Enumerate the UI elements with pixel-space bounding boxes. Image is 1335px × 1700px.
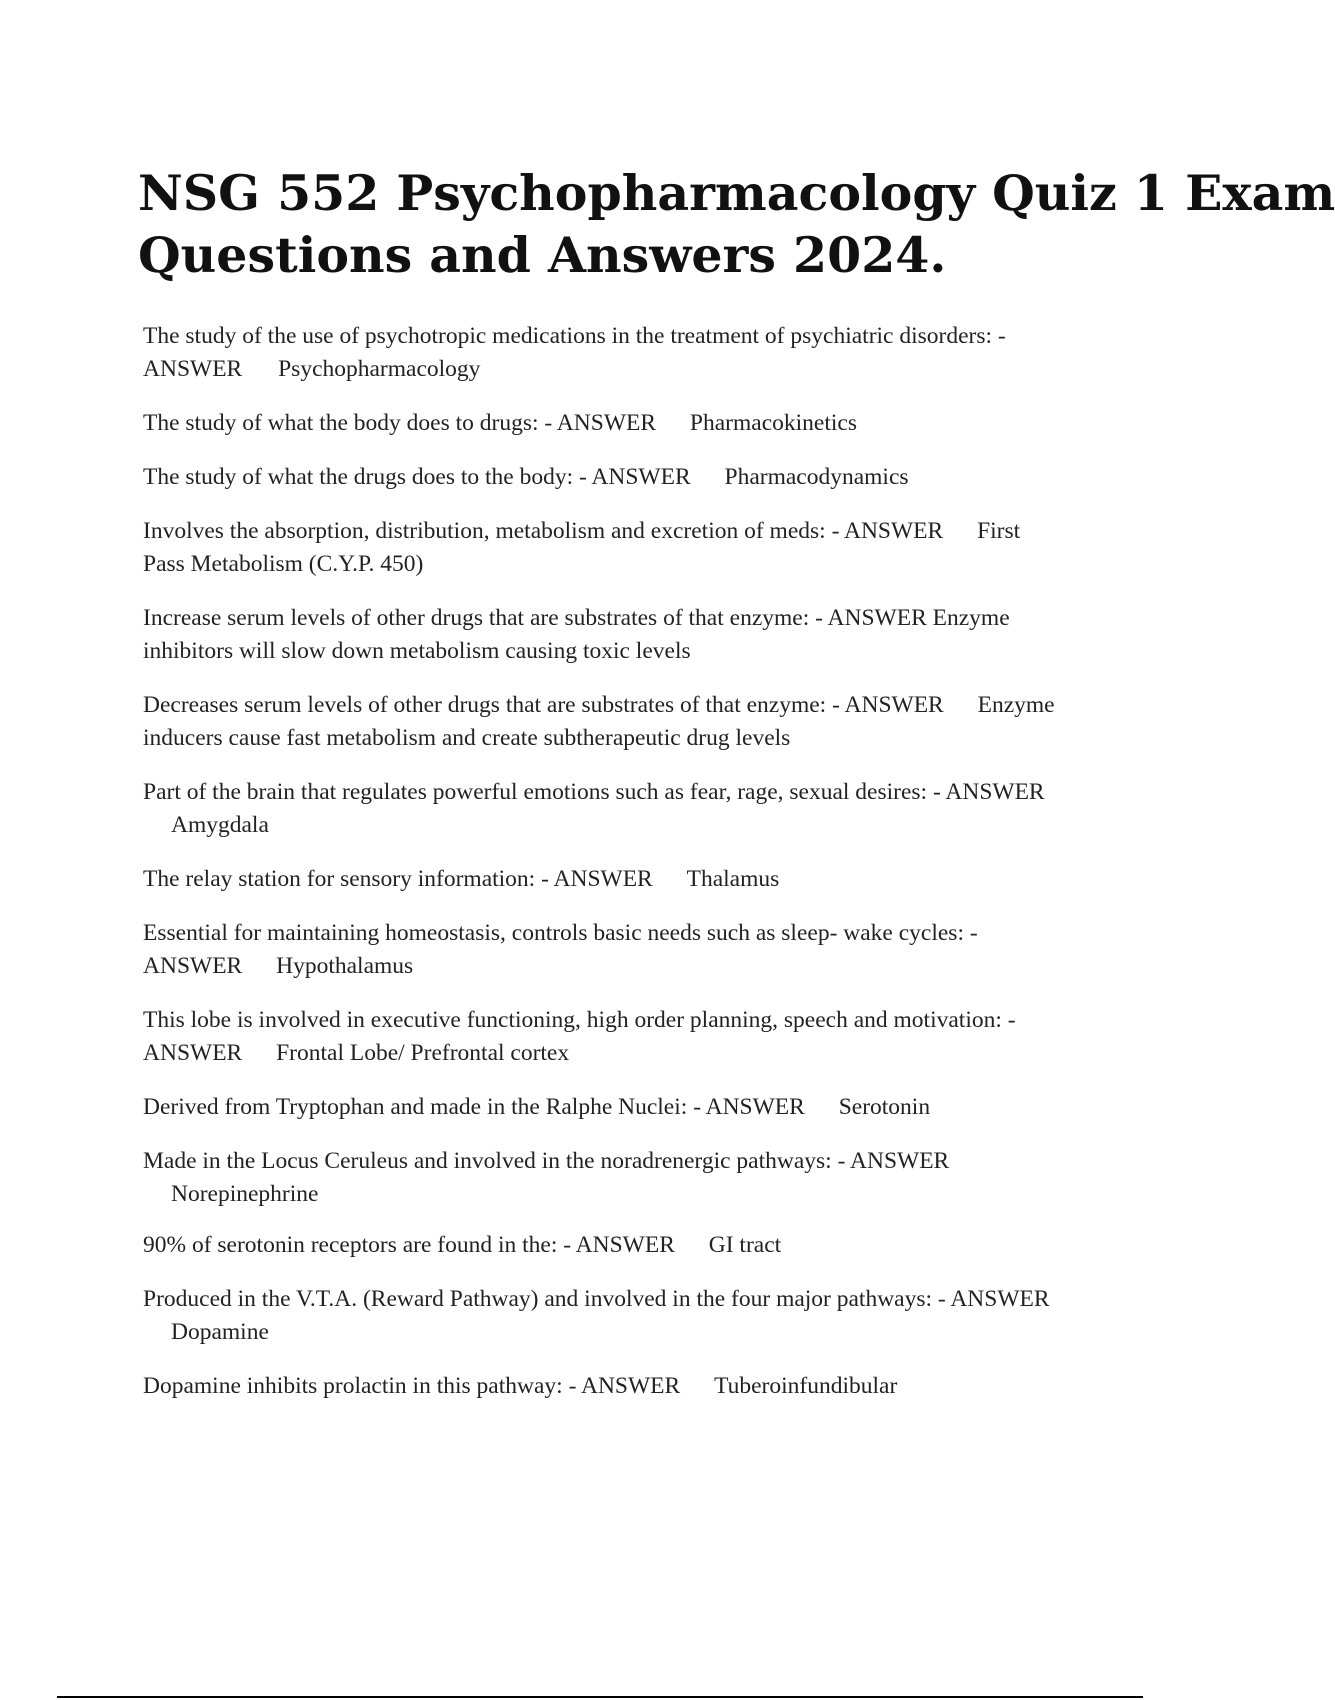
answer-text: Serotonin	[838, 1094, 931, 1120]
question-text: Produced in the V.T.A. (Reward Pathway) and involved in the four major pathways:	[143, 1286, 933, 1312]
question-text: Essential for maintaining homeostasis, controls basic needs such as sleep- wake cycles:	[143, 920, 964, 946]
title-line-2: Questions and Answers 2024.	[138, 226, 947, 284]
answer-tag: - ANSWER	[837, 1148, 950, 1174]
answer-tag: - ANSWER	[568, 1373, 681, 1399]
answer-text: Frontal Lobe/ Prefrontal cortex	[276, 1040, 570, 1066]
qa-item	[143, 320, 1063, 386]
answer-text: Enzyme inhibitors will slow down metabolism causing toxic levels	[143, 605, 1010, 664]
qa-item	[143, 1145, 1063, 1211]
answer-text: Dopamine	[171, 1319, 269, 1345]
question-text: Part of the brain that regulates powerful emotions such as fear, rage, sexual desires:	[143, 779, 928, 805]
question-text: Increase serum levels of other drugs that are substrates of that enzyme:	[143, 605, 810, 631]
answer-tag: - ANSWER	[544, 410, 657, 436]
qa-item	[143, 1229, 1063, 1262]
answer-text: Pharmacokinetics	[689, 410, 857, 436]
question-text: Decreases serum levels of other drugs that are substrates of that enzyme:	[143, 692, 827, 718]
answer-tag: - ANSWER	[937, 1286, 1050, 1312]
answer-text: Thalamus	[686, 866, 780, 892]
qa-item	[143, 407, 1063, 440]
answer-text: Amygdala	[171, 812, 269, 838]
question-text: The study of the use of psychotropic medications in the treatment of psychiatric disorders:	[143, 323, 993, 349]
question-text: The study of what the body does to drugs:	[143, 410, 539, 436]
qa-item	[143, 689, 1063, 755]
question-text: 90% of serotonin receptors are found in the:	[143, 1232, 558, 1258]
qa-list	[143, 320, 1063, 1424]
answer-tag: - ANSWER	[693, 1094, 805, 1120]
question-text: Derived from Tryptophan and made in the Ralphe Nuclei:	[143, 1094, 688, 1120]
document-title	[138, 162, 1335, 286]
answer-text: First Pass Metabolism (C.Y.P. 450)	[143, 518, 1021, 577]
answer-tag: - ANSWER	[579, 464, 691, 490]
answer-tag: - ANSWER	[932, 779, 1045, 805]
answer-tag: - ANSWER	[563, 1232, 675, 1258]
question-text: Dopamine inhibits prolactin in this pathway:	[143, 1373, 563, 1399]
answer-text: Enzyme inducers cause fast metabolism and create subtherapeutic drug levels	[143, 692, 1055, 751]
question-text: This lobe is involved in executive functioning, high order planning, speech and motivation:	[143, 1007, 1002, 1033]
qa-item	[143, 602, 1063, 668]
qa-item	[143, 776, 1063, 842]
answer-tag: - ANSWER	[815, 605, 927, 631]
question-text: Involves the absorption, distribution, metabolism and excretion of meds:	[143, 518, 826, 544]
answer-text: GI tract	[708, 1232, 782, 1258]
qa-item	[143, 917, 1063, 983]
footer-divider	[57, 1696, 1143, 1698]
qa-item	[143, 863, 1063, 896]
question-text: The relay station for sensory information:	[143, 866, 536, 892]
title-line-1: NSG 552 Psychopharmacology Quiz 1 Exam	[138, 164, 1335, 222]
answer-tag: - ANSWER	[831, 518, 944, 544]
qa-item	[143, 515, 1063, 581]
qa-item	[143, 1283, 1063, 1349]
qa-item	[143, 461, 1063, 494]
answer-text: Norepinephrine	[171, 1181, 319, 1207]
answer-tag: - ANSWER	[143, 920, 978, 979]
qa-item	[143, 1004, 1063, 1070]
answer-text: Pharmacodynamics	[724, 464, 909, 490]
answer-tag: - ANSWER	[541, 866, 653, 892]
answer-text: Hypothalamus	[276, 953, 414, 979]
answer-text: Psychopharmacology	[278, 356, 481, 382]
qa-item	[143, 1091, 1063, 1124]
answer-tag: - ANSWER	[143, 323, 1006, 382]
answer-tag: - ANSWER	[143, 1007, 1016, 1066]
answer-text: Tuberoinfundibular	[714, 1373, 898, 1399]
answer-tag: - ANSWER	[832, 692, 944, 718]
qa-item	[143, 1370, 1063, 1403]
question-text: The study of what the drugs does to the body:	[143, 464, 574, 490]
question-text: Made in the Locus Ceruleus and involved in the noradrenergic pathways:	[143, 1148, 832, 1174]
